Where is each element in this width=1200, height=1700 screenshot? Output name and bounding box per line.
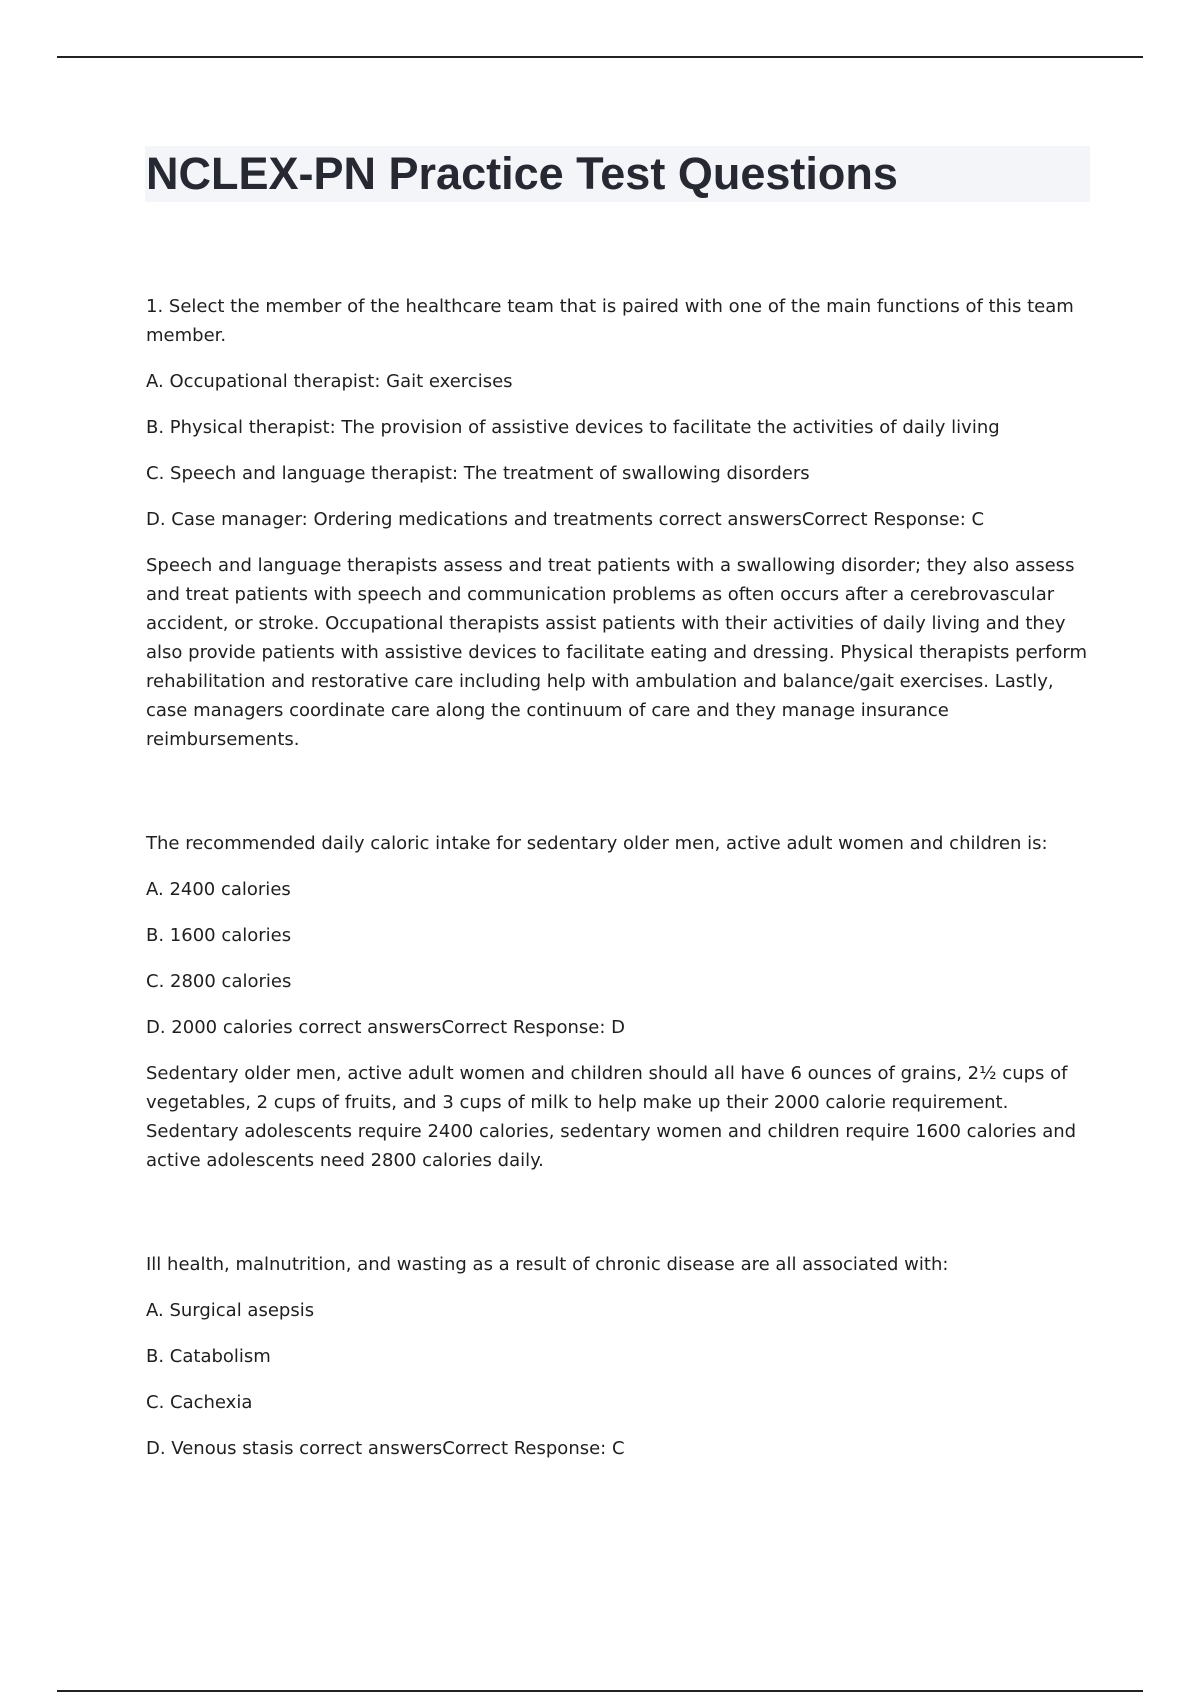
question-block-3 bbox=[146, 1250, 1090, 1463]
answer-explanation: Speech and language therapists assess and treat patients with a swallowing disorder; they also assess and treat patients with speech and communication problems as often occurs after a cerebrovascular accident, or stroke. Occupational therapists assist patients with their activities of daily living and they also provide patients with assistive devices to facilitate eating and dressing. Physical therapists perform rehabilitation and restorative care including help with ambulation and balance/gait exercises. Lastly, case managers coordinate care along the continuum of care and they manage insurance reimbursements. bbox=[146, 555, 1088, 750]
question-block-2 bbox=[146, 829, 1090, 1175]
question-prompt: 1. Select the member of the healthcare team that is paired with one of the main functions of this team member. bbox=[146, 296, 1074, 346]
answer-option-d: D. Case manager: Ordering medications and treatments correct answersCorrect Response: C bbox=[146, 509, 985, 530]
answer-option-d: D. Venous stasis correct answersCorrect Response: C bbox=[146, 1438, 625, 1459]
answer-option-c: C. Speech and language therapist: The treatment of swallowing disorders bbox=[146, 463, 810, 484]
answer-explanation: Sedentary older men, active adult women and children should all have 6 ounces of grains, 2½ cups of vegetables, 2 cups of fruits, and 3 cups of milk to help make up their 2000 calorie requirement. Sedentary adolescents require 2400 calories, sedentary women and children require 1600 calories and active adolescents need 2800 calories daily. bbox=[146, 1063, 1077, 1171]
answer-option-c: C. 2800 calories bbox=[146, 971, 292, 992]
answer-option-b: B. 1600 calories bbox=[146, 925, 292, 946]
answer-option-d: D. 2000 calories correct answersCorrect Response: D bbox=[146, 1017, 626, 1038]
page-title: NCLEX-PN Practice Test Questions bbox=[146, 148, 898, 199]
answer-option-c: C. Cachexia bbox=[146, 1392, 253, 1413]
question-list bbox=[146, 292, 1090, 1480]
top-rule bbox=[57, 56, 1143, 58]
question-prompt: Ill health, malnutrition, and wasting as a result of chronic disease are all associated with: bbox=[146, 1254, 949, 1275]
answer-option-a: A. Occupational therapist: Gait exercises bbox=[146, 371, 513, 392]
bottom-rule bbox=[57, 1690, 1143, 1692]
answer-option-a: A. Surgical asepsis bbox=[146, 1300, 315, 1321]
answer-option-b: B. Physical therapist: The provision of assistive devices to facilitate the activities of daily living bbox=[146, 417, 1000, 438]
answer-option-a: A. 2400 calories bbox=[146, 879, 291, 900]
question-block-1 bbox=[146, 292, 1090, 754]
answer-option-b: B. Catabolism bbox=[146, 1346, 271, 1367]
question-prompt: The recommended daily caloric intake for sedentary older men, active adult women and children is: bbox=[146, 833, 1048, 854]
